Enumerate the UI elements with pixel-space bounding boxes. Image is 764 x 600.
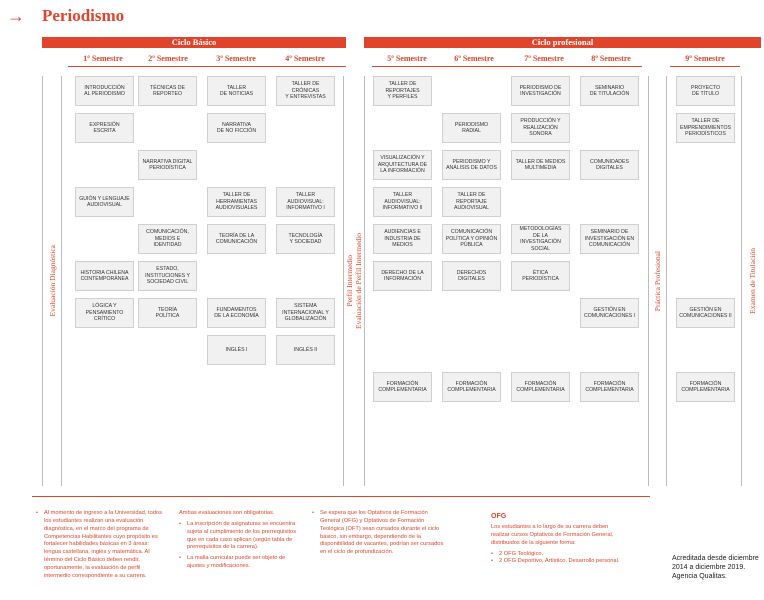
semester-3-header: 3º Semestre — [216, 54, 256, 63]
practica-profesional-label: Práctica Profesional — [652, 250, 662, 312]
course-card: DERECHOS DIGITALES — [442, 261, 501, 291]
course-card: AUDIENCIAS E INDUSTRIA DE MEDIOS — [373, 224, 432, 254]
course-card: METODOLOGÍAS DE LA INVESTIGACIÓN SOCIAL — [511, 224, 570, 254]
profesional-underline — [372, 66, 642, 67]
ofg-description: Los estudiantes a lo largo de su carrera deben realizar cursos Optativos de Formación General, distribuidos de la siguiente forma: • 2 OFG Teológico. • 2 OFG Deportivo, Artístico, Desarrollo personal. — [491, 524, 620, 565]
divider — [61, 76, 62, 486]
divider — [42, 76, 43, 486]
course-card: TALLER DE REPORTAJES Y PERFILES — [373, 76, 432, 106]
course-card: FORMACIÓN COMPLEMENTARIA — [580, 372, 639, 402]
notes-column-2: Ambas evaluaciones son obligatorias. • La inscripción de asignaturas se encuentra sujeta al cumplimiento de los prerrequisitos que en cada caso aplican (según tabla de prerrequisitos de la carrera). • La malla curricular puede ser objeto de ajustes y modificaciones. — [179, 510, 297, 570]
course-card: TÉCNICAS DE REPORTEO — [138, 76, 197, 106]
course-card: ESTADO, INSTITUCIONES Y SOCIEDAD CIVIL — [138, 261, 197, 291]
course-card: TALLER DE MEDIOS MULTIMEDIA — [511, 150, 570, 180]
semester-2-header: 2º Semestre — [148, 54, 188, 63]
semester-9-header: 9º Semestre — [685, 54, 725, 63]
notes-column-3: • Se espera que los Optativos de Formación General (OFG) y Optativos de Formación Teológica (OFT) sean cursados durante el ciclo básico, sin embargo, dependiendo de la disponibilidad de vacantes, podrían ser cursados en el ciclo de profundización. — [312, 510, 444, 556]
course-card: HISTORIA CHILENA CONTEMPORÁNEA — [75, 261, 134, 291]
course-card: FORMACIÓN COMPLEMENTARIA — [373, 372, 432, 402]
course-card: SISTEMA INTERNACIONAL Y GLOBALIZACIÓN — [276, 298, 335, 328]
course-card: PRODUCCIÓN Y REALIZACIÓN SONORA — [511, 113, 570, 143]
course-card: VISUALIZACIÓN Y ARQUITECTURA DE LA INFORMACIÓN — [373, 150, 432, 180]
course-card: ÉTICA PERIODÍSTICA — [511, 261, 570, 291]
course-card: NARRATIVA DE NO FICCIÓN — [207, 113, 266, 143]
ciclo-basico-bar: Ciclo Básico — [42, 37, 346, 48]
semester-7-header: 7º Semestre — [524, 54, 564, 63]
course-card: TALLER DE CRÓNICAS Y ENTREVISTAS — [276, 76, 335, 106]
course-card: INGLÉS II — [276, 335, 335, 365]
course-card: LÓGICA Y PENSAMIENTO CRÍTICO — [75, 298, 134, 328]
course-card: PERIODISMO Y ANÁLISIS DE DATOS — [442, 150, 501, 180]
semester-9-underline — [670, 66, 740, 67]
course-card: TEORÍA POLÍTICA — [138, 298, 197, 328]
course-card: INGLÉS I — [207, 335, 266, 365]
course-card: COMUNICACIÓN POLÍTICA Y OPINIÓN PÚBLICA — [442, 224, 501, 254]
course-card: GESTIÓN EN COMUNICACIONES II — [676, 298, 735, 328]
course-card: TALLER AUDIOVISUAL: INFORMATIVO I — [276, 187, 335, 217]
course-card: SEMINARIO DE INVESTIGACIÓN EN COMUNICACIÓN — [580, 224, 639, 254]
evaluacion-diagnostica-label: Evaluación Diagnóstica — [47, 245, 57, 317]
course-card: TALLER AUDIOVISUAL: INFORMATIVO II — [373, 187, 432, 217]
ciclo-profesional-bar: Ciclo profesional — [364, 37, 761, 48]
course-card: FUNDAMENTOS DE LA ECONOMÍA — [207, 298, 266, 328]
semester-5-header: 5º Semestre — [387, 54, 427, 63]
course-card: EXPRESIÓN ESCRITA — [75, 113, 134, 143]
accreditation-note: Acreditada desde diciembre 2014 a diciembre 2019. Agencia Qualitas. — [672, 555, 759, 580]
course-card: FORMACIÓN COMPLEMENTARIA — [442, 372, 501, 402]
course-card: COMUNICACIÓN, MEDIOS E IDENTIDAD — [138, 224, 197, 254]
course-card: COMUNIDADES DIGITALES — [580, 150, 639, 180]
page-title: Periodismo — [42, 6, 125, 25]
semester-6-header: 6º Semestre — [454, 54, 494, 63]
course-card: SEMINARIO DE TITULACIÓN — [580, 76, 639, 106]
footer-divider — [32, 496, 650, 497]
course-card: GUIÓN Y LENGUAJE AUDIOVISUAL — [75, 187, 134, 217]
course-card: TALLER DE EMPRENDIMIENTOS PERIODÍSTICOS — [676, 113, 735, 143]
divider — [343, 76, 344, 486]
course-card: TECNOLOGÍA Y SOCIEDAD — [276, 224, 335, 254]
course-card: GESTIÓN EN COMUNICACIONES I — [580, 298, 639, 328]
course-card: DERECHO DE LA INFORMACIÓN — [373, 261, 432, 291]
evaluacion-perfil-intermedio-label: Evaluación de Perfil Intermedio — [353, 232, 363, 329]
course-card: TALLER DE REPORTAJE AUDIOVISUAL — [442, 187, 501, 217]
course-card: TEORÍA DE LA COMUNICACIÓN — [207, 224, 266, 254]
examen-titulacion-label: Examen de Titulación — [748, 248, 757, 314]
course-card: TALLER DE HERRAMIENTAS AUDIOVISUALES — [207, 187, 266, 217]
course-card: FORMACIÓN COMPLEMENTARIA — [676, 372, 735, 402]
course-card: INTRODUCCIÓN AL PERIODISMO — [75, 76, 134, 106]
divider — [741, 76, 742, 486]
ofg-title: OFG — [491, 513, 507, 520]
course-card: PERIODISMO DE INVESTIGACIÓN — [511, 76, 570, 106]
divider — [666, 76, 667, 486]
course-card: PERIODISMO RADIAL — [442, 113, 501, 143]
notes-column-1: • Al momento de ingreso a la Universidad, todos los estudiantes realizan una evaluación diagnóstica, en el marco del programa de Competencias Habilitantes cuyo propósito es fortalecer habilidades básicas en 3 áreas: lengua castellana, inglés y matemática. Al término del Ciclo Básico deben rendir, oportunamente, la evaluación de perfil intermedio correspondiente a su carrera. — [36, 510, 162, 579]
course-card: NARRATIVA DIGITAL PERIODÍSTICA — [138, 150, 197, 180]
basico-underline — [68, 66, 346, 67]
course-card: PROYECTO DE TÍTULO — [676, 76, 735, 106]
arrow-right-icon: → — [7, 6, 25, 26]
semester-1-header: 1º Semestre — [83, 54, 123, 63]
semester-4-header: 4º Semestre — [285, 54, 325, 63]
perfil-intermedio-label: Perfil Intermedio — [344, 255, 354, 307]
course-card: FORMACIÓN COMPLEMENTARIA — [511, 372, 570, 402]
divider — [364, 76, 365, 486]
semester-8-header: 8º Semestre — [591, 54, 631, 63]
course-card: TALLER DE NOTICIAS — [207, 76, 266, 106]
